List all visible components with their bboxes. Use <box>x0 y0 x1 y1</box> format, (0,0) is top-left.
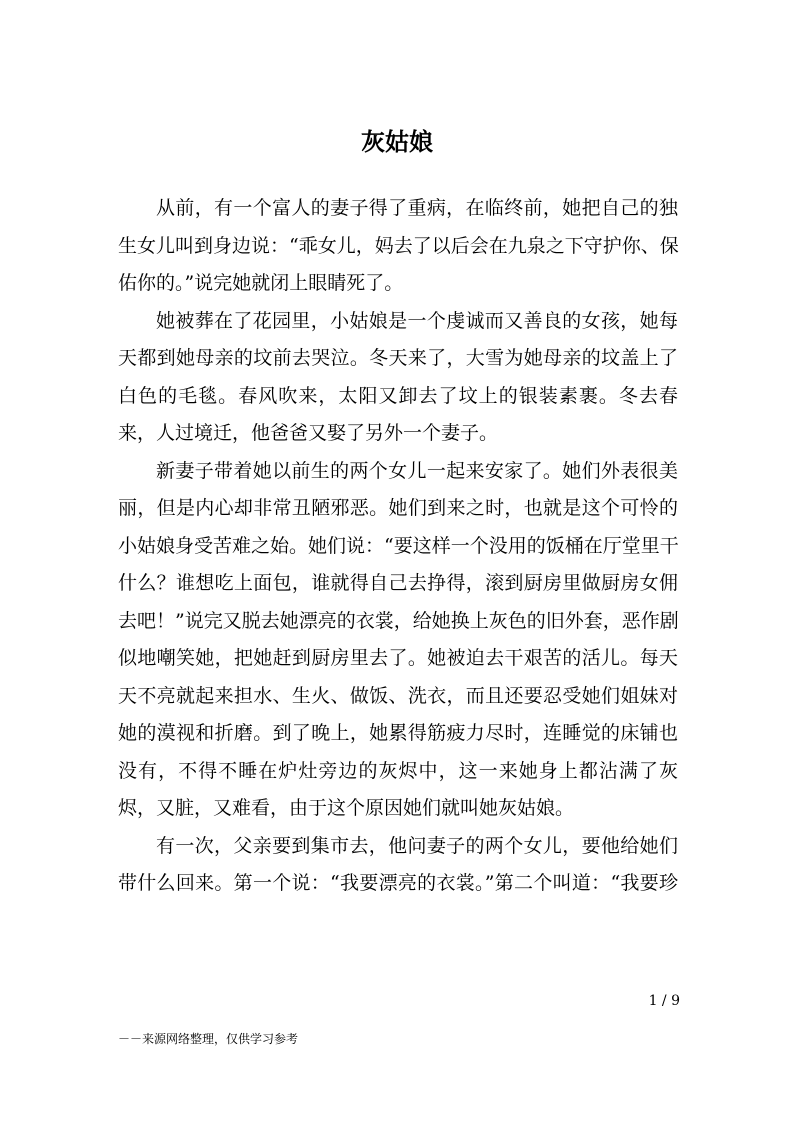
text-line: 她的漠视和折磨。到了晚上，她累得筋疲力尽时，连睡觉的床铺也 <box>118 722 678 744</box>
source-note: －－来源网络整理，仅供学习参考 <box>118 1032 299 1046</box>
text-line: 没有，不得不睡在炉灶旁边的灰烬中，这一来她身上都沾满了灰 <box>118 759 678 782</box>
text-line: 天不亮就起来担水、生火、做饭、洗衣，而且还要忍受她们姐妹对 <box>118 684 678 707</box>
text-line: 什么？谁想吃上面包，谁就得自己去挣得，滚到厨房里做厨房女佣 <box>118 572 678 594</box>
document-body <box>118 190 678 903</box>
text-line: 带什么回来。第一个说：“我要漂亮的衣裳。”第二个叫道：“我要珍 <box>118 872 678 894</box>
text-line: 烬，又脏，又难看，由于这个原因她们就叫她灰姑娘。 <box>118 797 575 819</box>
text-line: 丽，但是内心却非常丑陋邪恶。她们到来之时，也就是这个可怜的 <box>118 497 678 519</box>
text-line: 从前，有一个富人的妻子得了重病，在临终前，她把自己的独 <box>156 197 678 219</box>
paragraph-3 <box>118 453 678 828</box>
text-line: 新妻子带着她以前生的两个女儿一起来安家了。她们外表很美 <box>156 459 678 482</box>
text-line: 似地嘲笑她，把她赶到厨房里去了。她被迫去干艰苦的活儿。每天 <box>118 647 678 669</box>
text-line: 生女儿叫到身边说：“乖女儿，妈去了以后会在九泉之下守护你、保 <box>118 234 679 257</box>
text-line: 佑你的。”说完她就闭上眼睛死了。 <box>118 272 404 294</box>
text-line: 有一次，父亲要到集市去，他问妻子的两个女儿，要他给她们 <box>156 834 678 857</box>
text-line: 她被葬在了花园里，小姑娘是一个虔诚而又善良的女孩，她每 <box>156 309 678 332</box>
paragraph-4 <box>118 828 678 903</box>
text-line: 来，人过境迁，他爸爸又娶了另外一个妻子。 <box>118 422 499 444</box>
paragraph-1 <box>118 190 678 303</box>
paragraph-2 <box>118 303 678 453</box>
document-title: 灰姑娘 <box>361 127 433 156</box>
text-line: 白色的毛毯。春风吹来，太阳又卸去了坟上的银装素裹。冬去春 <box>118 384 678 407</box>
text-line: 去吧！”说完又脱去她漂亮的衣裳，给她换上灰色的旧外套，恶作剧 <box>118 609 679 632</box>
text-line: 天都到她母亲的坟前去哭泣。冬天来了，大雪为她母亲的坟盖上了 <box>118 347 678 369</box>
page-number: 1 / 9 <box>648 993 680 1009</box>
text-line: 小姑娘身受苦难之始。她们说：“要这样一个没用的饭桶在厅堂里干 <box>118 534 679 557</box>
